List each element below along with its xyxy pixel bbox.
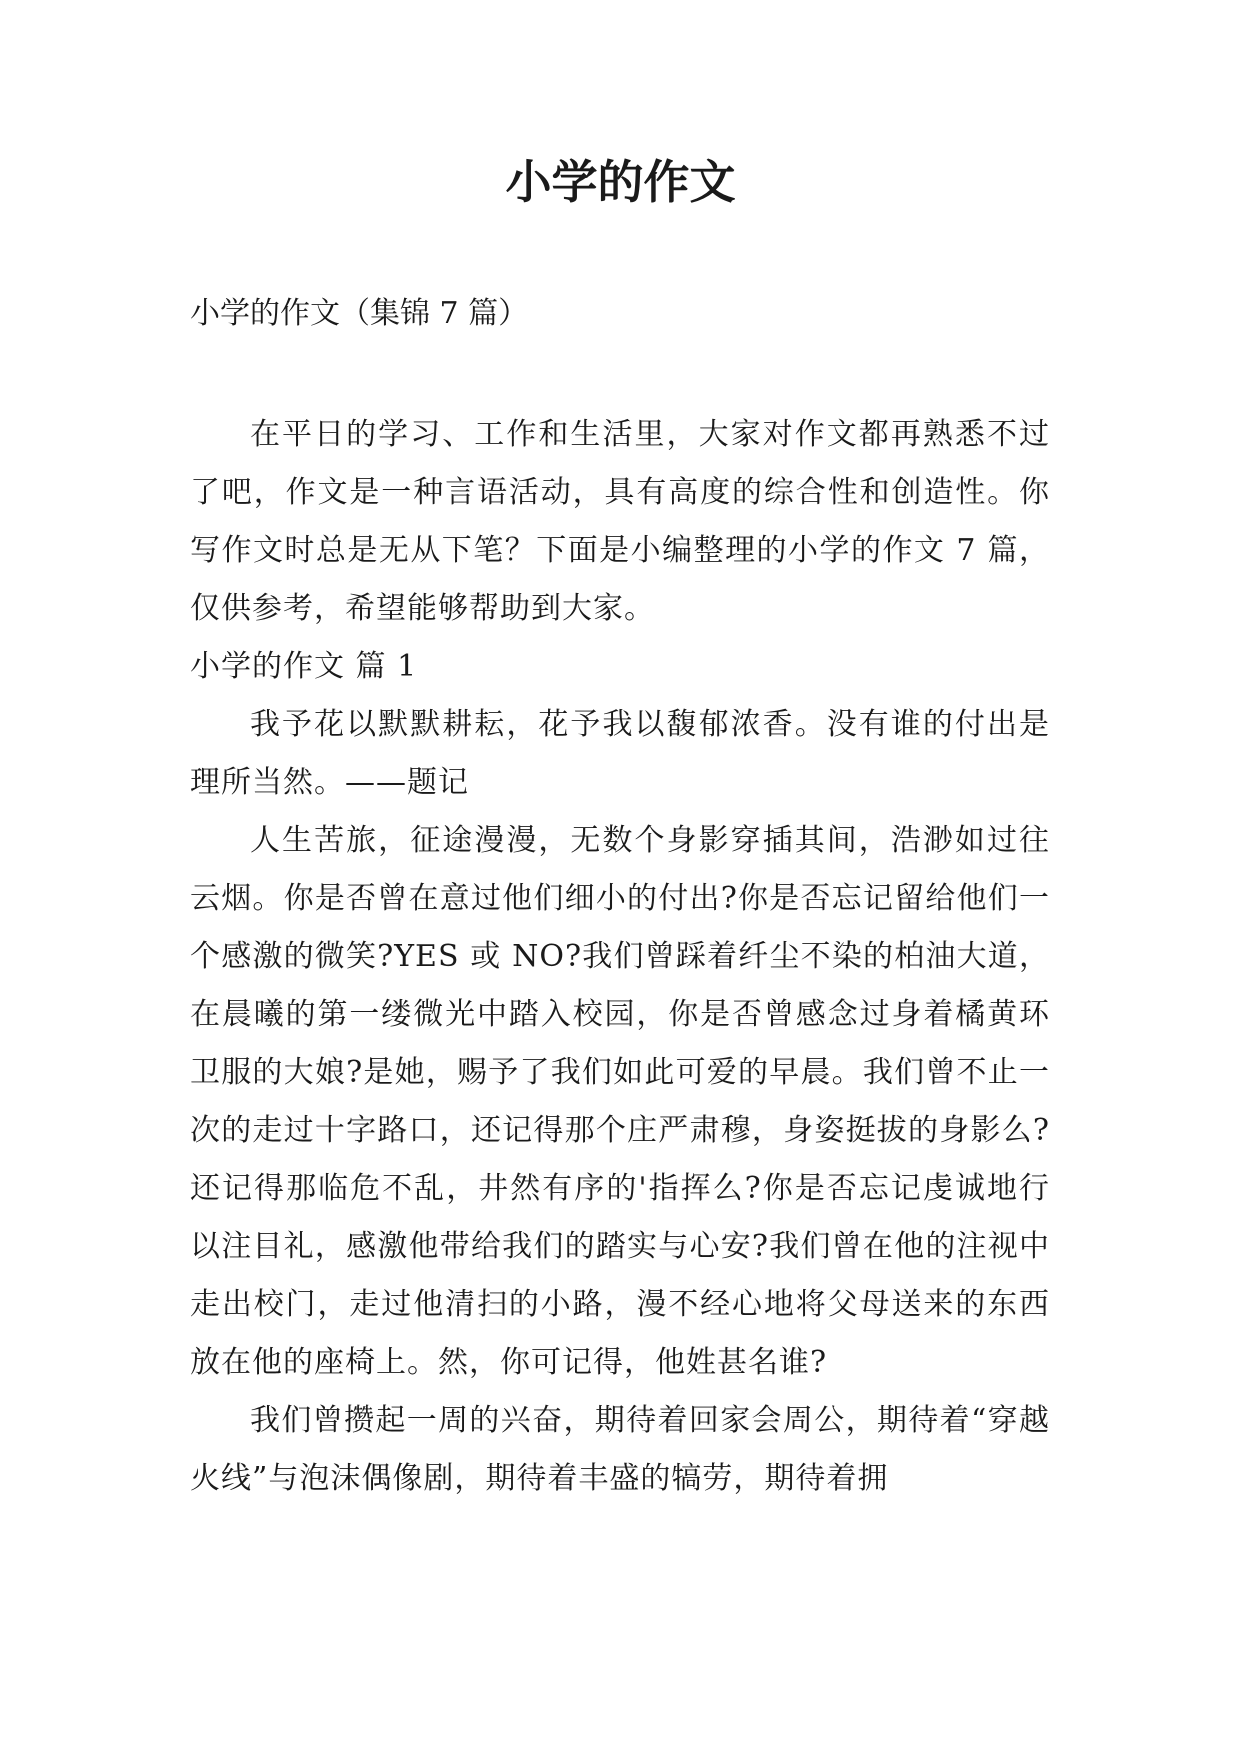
section-heading: 小学的作文 篇 1 xyxy=(190,649,418,684)
document-body xyxy=(190,406,1050,1508)
body-paragraph: 我们曾攒起一周的兴奋，期待着回家会周公，期待着“穿越火线”与泡沫偶像剧，期待着丰盛的犒劳，期待着拥 xyxy=(190,1403,1050,1496)
document-subtitle: 小学的作文（集锦 7 篇） xyxy=(190,296,529,331)
document-title: 小学的作文 xyxy=(505,155,736,209)
body-paragraph: 人生苦旅，征途漫漫，无数个身影穿插其间，浩渺如过往云烟。你是否曾在意过他们细小的付出?你是否忘记留给他们一个感激的微笑?YES 或 NO?我们曾踩着纤尘不染的柏油大道，在晨曦的第一缕微光中踏入校园，你是否曾感念过身着橘黄环卫服的大娘?是她，赐予了我们如此可爱的早晨。我们曾不止一次的走过十字路口，还记得那个庄严肃穆，身姿挺拔的身影么?还记得那临危不乱，井然有序的'指挥么?你是否忘记虔诚地行以注目礼，感激他带给我们的踏实与心安?我们曾在他的注视中走出校门，走过他清扫的小路，漫不经心地将父母送来的东西放在他的座椅上。然，你可记得，他姓甚名谁? xyxy=(190,823,1050,1380)
intro-paragraph: 在平日的学习、工作和生活里，大家对作文都再熟悉不过了吧，作文是一种言语活动，具有高度的综合性和创造性。你写作文时总是无从下笔？下面是小编整理的小学的作文 7 篇，仅供参考，希望能够帮助到大家。 xyxy=(190,417,1050,626)
body-paragraph: 我予花以默默耕耘，花予我以馥郁浓香。没有谁的付出是理所当然。——题记 xyxy=(190,707,1050,800)
